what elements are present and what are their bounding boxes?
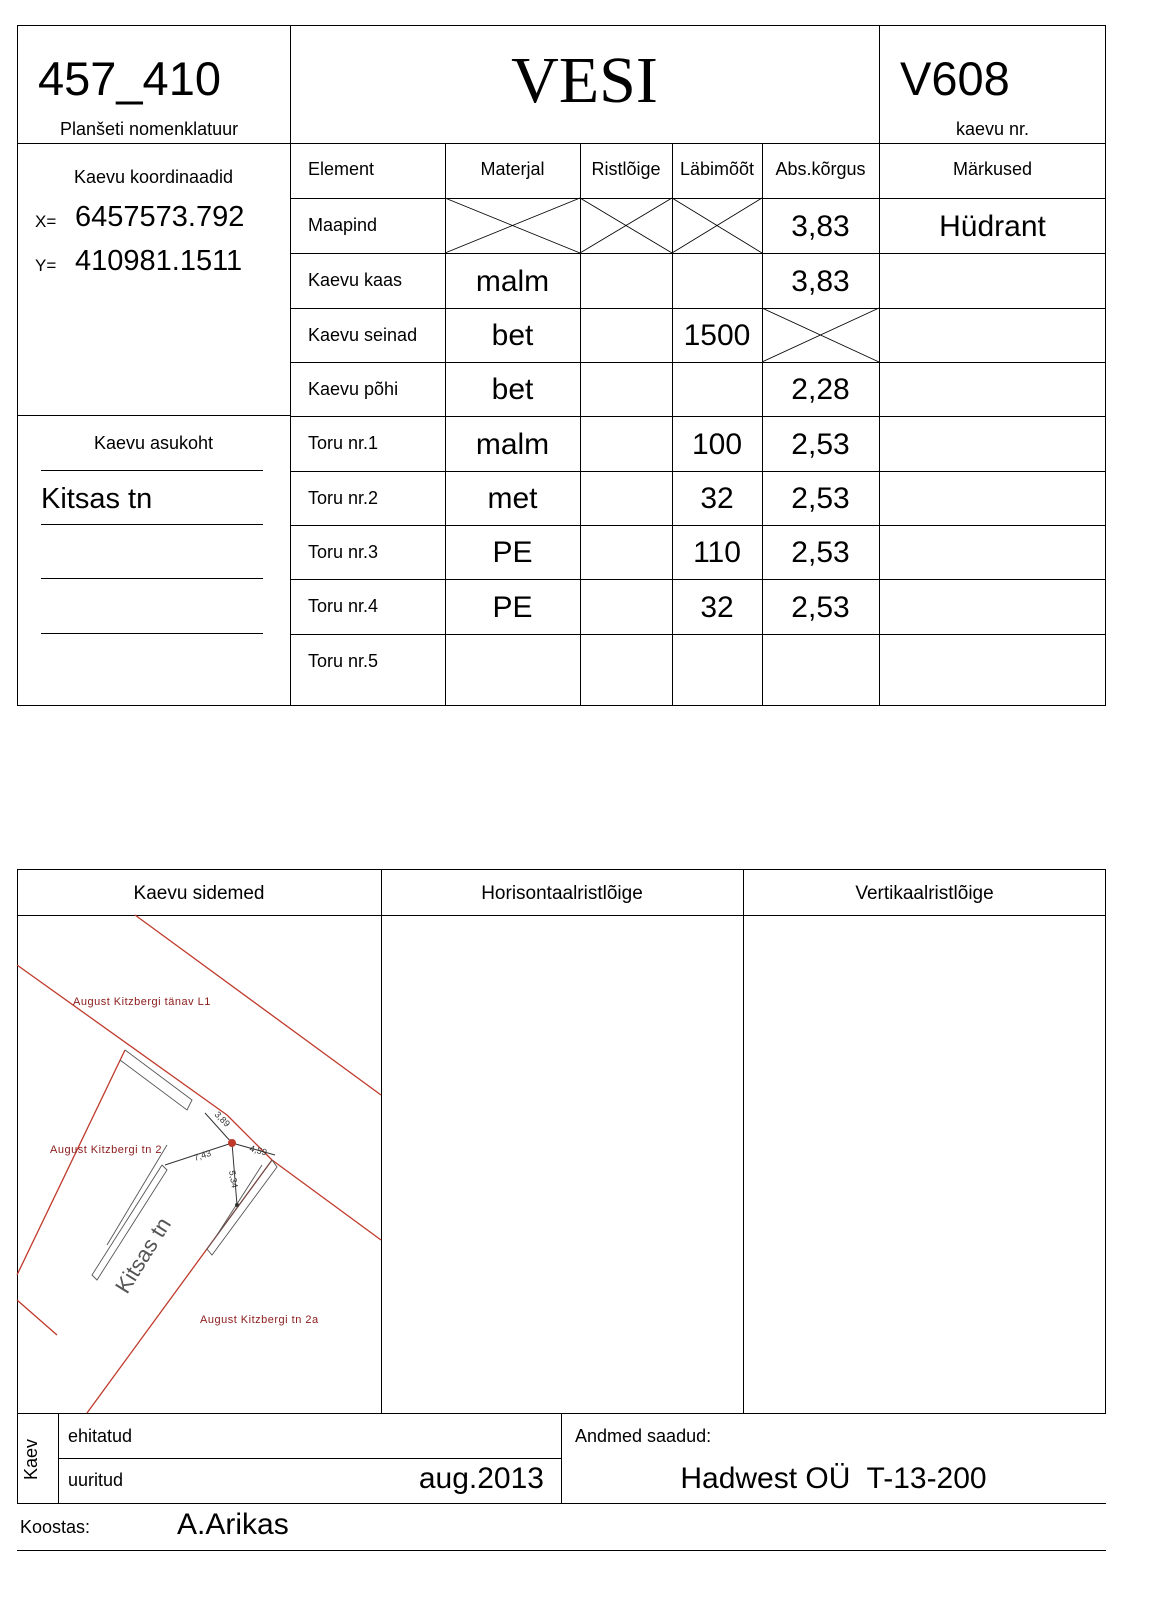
location-line-1: Kitsas tn: [41, 483, 153, 515]
divider: [743, 869, 744, 1414]
divider: [290, 25, 291, 706]
building-outline: [120, 1050, 192, 1110]
page-title: VESI: [511, 44, 658, 117]
well-caption: kaevu nr.: [955, 119, 1030, 139]
data-source: Hadwest OÜ T-13-200: [680, 1462, 987, 1495]
table-cell-material: PE: [492, 591, 533, 624]
dimension-label: 5,34: [227, 1169, 240, 1189]
table-row-divider: [290, 579, 1106, 580]
table-row-element: Toru nr.1: [308, 433, 379, 453]
location-line: [41, 578, 263, 579]
not-applicable-cross: [672, 198, 762, 253]
divider: [58, 1458, 561, 1459]
table-row-divider: [290, 308, 1106, 309]
compiled-by: A.Arikas: [177, 1508, 289, 1541]
table-row-divider: [290, 634, 1106, 635]
table-cell-height: 3,83: [791, 265, 850, 298]
parcel-boundary: [272, 1160, 381, 1240]
table-cell-height: 2,28: [791, 373, 850, 406]
table-cell-material: malm: [475, 428, 550, 461]
table-cell-height: 2,53: [791, 536, 850, 569]
parcel-boundary: [17, 1300, 57, 1335]
column-header-notes-col: Märkused: [952, 159, 1033, 179]
y-value: 410981.1511: [75, 245, 243, 277]
table-row-element: Toru nr.4: [308, 596, 379, 616]
table-row-element: Kaevu põhi: [308, 379, 399, 399]
table-cell-material: bet: [491, 373, 534, 406]
table-row-divider: [290, 253, 1106, 254]
building-outline: [207, 1160, 277, 1255]
table-cell-height: 2,53: [791, 482, 850, 515]
well-marker: [228, 1139, 236, 1147]
divider: [17, 1503, 1106, 1504]
table-row-element: Toru nr.5: [308, 651, 379, 671]
table-cell-diameter: 32: [700, 591, 734, 624]
divider: [381, 869, 382, 1414]
coordinates-heading: Kaevu koordinaadid: [73, 167, 234, 187]
map-label-parcel-right: August Kitzbergi tn 2a: [200, 1314, 319, 1326]
table-cell-material: PE: [492, 536, 533, 569]
table-row-element: Toru nr.3: [308, 542, 379, 562]
table-row-element: Kaevu seinad: [308, 325, 418, 345]
table-cell-material: met: [487, 482, 538, 515]
divider: [17, 1414, 18, 1503]
location-heading: Kaevu asukoht: [93, 433, 214, 453]
table-cell-material: malm: [475, 265, 550, 298]
location-line: [41, 470, 263, 471]
horizontal-section-heading: Horisontaalristlõige: [481, 883, 643, 904]
kaev-vertical-label: Kaev: [21, 1438, 41, 1480]
table-row-element: Maapind: [308, 215, 378, 235]
table-row-divider: [290, 471, 1106, 472]
map-label-parcel-left: August Kitzbergi tn 2: [50, 1144, 163, 1156]
table-cell-diameter: 1500: [683, 319, 751, 352]
column-header-material-col: Materjal: [480, 159, 545, 179]
not-applicable-cross: [762, 308, 879, 362]
survey-point: [235, 1203, 239, 1207]
surveyed-date: aug.2013: [418, 1462, 544, 1495]
x-label: X=: [35, 212, 57, 231]
x-value: 6457573.792: [75, 201, 245, 233]
y-label: Y=: [35, 256, 57, 275]
data-source-label: Andmed saadud:: [575, 1426, 712, 1446]
dimension-label: 4,59: [248, 1143, 269, 1158]
connections-heading: Kaevu sidemed: [133, 883, 265, 904]
table-cell-height: 3,83: [791, 210, 850, 243]
table-row-divider: [290, 525, 1106, 526]
well-number: V608: [900, 52, 1010, 105]
table-cell-diameter: 32: [700, 482, 734, 515]
built-label: ehitatud: [68, 1426, 133, 1446]
table-cell-diameter: 100: [691, 428, 743, 461]
not-applicable-cross: [445, 198, 580, 253]
map-label-street-top: August Kitzbergi tänav L1: [73, 996, 211, 1008]
column-header-element-col: Element: [308, 159, 375, 179]
table-cell-height: 2,53: [791, 428, 850, 461]
column-header-diameter-col: Läbimõõt: [679, 159, 755, 179]
divider: [17, 1550, 1106, 1551]
location-line: [41, 633, 263, 634]
column-header-cross-col: Ristlõige: [591, 159, 661, 179]
dimension-label: 7,43: [192, 1147, 213, 1163]
column-header-height-col: Abs.kõrgus: [775, 159, 866, 179]
table-cell-material: bet: [491, 319, 534, 352]
table-row-element: Toru nr.2: [308, 488, 379, 508]
situation-map: [17, 915, 381, 1413]
table-cell-diameter: 110: [693, 536, 741, 569]
sheet-number: 457_410: [38, 52, 221, 105]
table-cell-height: 2,53: [791, 591, 850, 624]
parcel-boundary: [17, 965, 227, 1115]
dimension-label: 3,89: [212, 1109, 233, 1129]
table-row-divider: [290, 362, 1106, 363]
map-label-street-name: Kitsas tn: [110, 1212, 176, 1298]
vertical-section-heading: Vertikaalristlõige: [855, 883, 994, 904]
divider: [17, 143, 1106, 144]
table-cell-notes: Hüdrant: [939, 210, 1046, 243]
table-row-divider: [290, 416, 1106, 417]
divider: [17, 415, 290, 416]
sheet-caption: Planšeti nomenklatuur: [60, 119, 239, 139]
location-line: [41, 524, 263, 525]
not-applicable-cross: [580, 198, 672, 253]
surveyed-label: uuritud: [68, 1470, 124, 1490]
street-edge: [217, 1165, 262, 1235]
table-row-element: Kaevu kaas: [308, 270, 403, 290]
compiled-label: Koostas:: [20, 1517, 91, 1537]
